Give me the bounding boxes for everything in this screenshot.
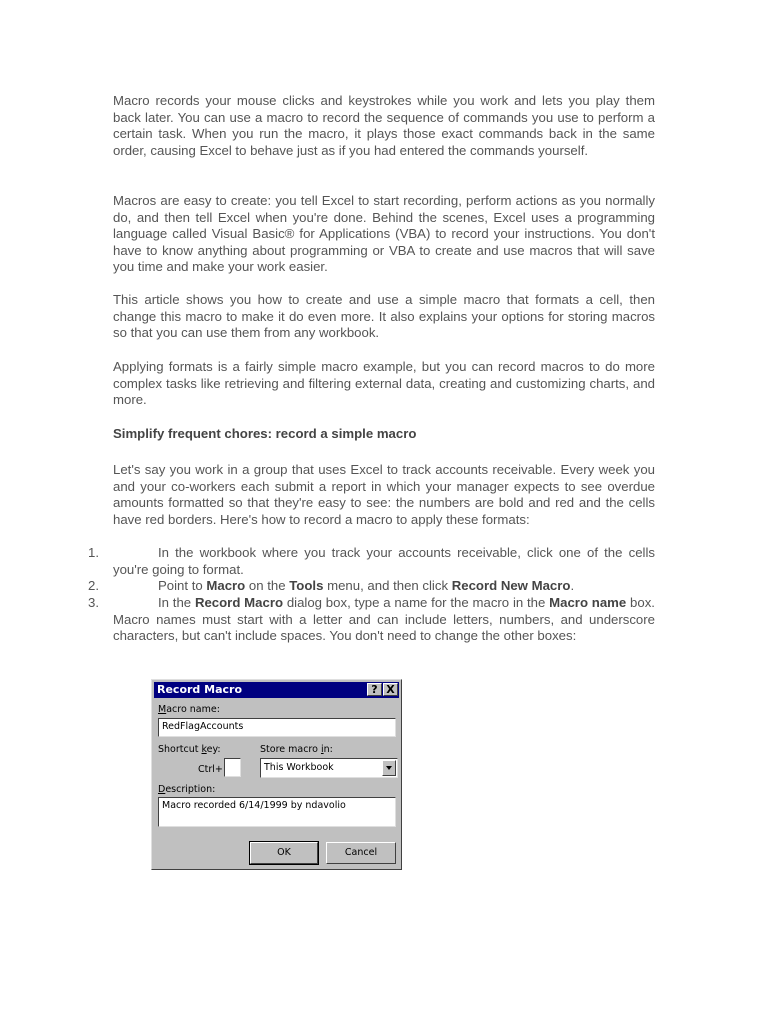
section-heading: Simplify frequent chores: record a simple macro bbox=[113, 426, 417, 441]
shortcut-key-input[interactable] bbox=[224, 758, 241, 777]
field-name-macro-name: Macro name bbox=[549, 595, 627, 610]
store-macro-label: Store macro in: bbox=[260, 744, 333, 755]
paragraph-macros-easy: Macros are easy to create: you tell Excel to start recording, perform actions as you normally do, and then tell Excel when you're done. Behind the scenes, Excel uses a programming language called Visual Basic® for Applications (VBA) to record your instructions. You don't have to know anything about programming or VBA to create and use macros that will save you time and make your work easier. bbox=[113, 193, 655, 275]
command-record-new-macro: Record New Macro bbox=[451, 578, 571, 593]
macro-name-label: Macro name: bbox=[158, 704, 220, 715]
step-text: Point to bbox=[158, 578, 207, 593]
dialog-titlebar bbox=[154, 682, 399, 698]
step-1 bbox=[88, 545, 655, 578]
step-2 bbox=[88, 578, 655, 595]
step-text: on the bbox=[245, 578, 290, 593]
record-macro-dialog bbox=[151, 679, 402, 870]
store-macro-select[interactable] bbox=[260, 758, 398, 778]
step-text: In the bbox=[158, 595, 195, 610]
shortcut-key-label: Shortcut key: bbox=[158, 744, 221, 755]
help-button[interactable]: ? bbox=[367, 683, 382, 696]
description-input[interactable]: Macro recorded 6/14/1999 by ndavolio bbox=[158, 797, 396, 827]
cancel-button[interactable]: Cancel bbox=[326, 842, 396, 864]
step-number: 1. bbox=[88, 545, 99, 560]
step-3 bbox=[88, 595, 655, 645]
step-text: box. Macro names must start with a letter and can include letters, numbers, and underscore characters, but can't include spaces. You don't need to change the other boxes: bbox=[113, 595, 655, 644]
paragraph-intro: Macro records your mouse clicks and keystrokes while you work and lets you play them back later. You can use a macro to record the sequence of commands you use to perform a certain task. When you run the macro, it plays those exact commands back in the same order, causing Excel to behave just as if you had entered the commands yourself. bbox=[113, 93, 655, 158]
ctrl-label: Ctrl+ bbox=[198, 764, 223, 775]
close-button[interactable]: X bbox=[383, 683, 398, 696]
dialog-title: Record Macro bbox=[157, 683, 243, 696]
step-text: . bbox=[570, 578, 575, 593]
step-text: menu, and then click bbox=[323, 578, 452, 593]
dialog-name-record-macro: Record Macro bbox=[194, 595, 284, 610]
menu-name-tools: Tools bbox=[289, 578, 324, 593]
paragraph-formats-example: Applying formats is a fairly simple macro example, but you can record macros to do more complex tasks like retrieving and filtering external data, creating and customizing charts, and more. bbox=[113, 359, 655, 408]
description-label: Description: bbox=[158, 784, 216, 795]
paragraph-scenario: Let's say you work in a group that uses Excel to track accounts receivable. Every week you and your co-workers each submit a report in which your manager expects to see overdue amounts formatted so that they're easy to see: the numbers are bold and red and the cells have red borders. Here's how to record a macro to apply these formats: bbox=[113, 462, 655, 527]
ok-button[interactable]: OK bbox=[250, 842, 318, 864]
paragraph-article-overview: This article shows you how to create and use a simple macro that formats a cell, then change this macro to make it do even more. It also explains your options for storing macros so that you can use them from any workbook. bbox=[113, 292, 655, 341]
step-number: 3. bbox=[88, 595, 99, 610]
step-text: In the workbook where you track your accounts receivable, click one of the cells you're going to format. bbox=[113, 545, 655, 577]
chevron-down-icon[interactable] bbox=[382, 760, 396, 776]
step-number: 2. bbox=[88, 578, 99, 593]
macro-name-input[interactable]: RedFlagAccounts bbox=[158, 718, 396, 737]
store-macro-value: This Workbook bbox=[264, 762, 334, 773]
step-text: dialog box, type a name for the macro in the bbox=[283, 595, 550, 610]
menu-name-macro: Macro bbox=[206, 578, 246, 593]
